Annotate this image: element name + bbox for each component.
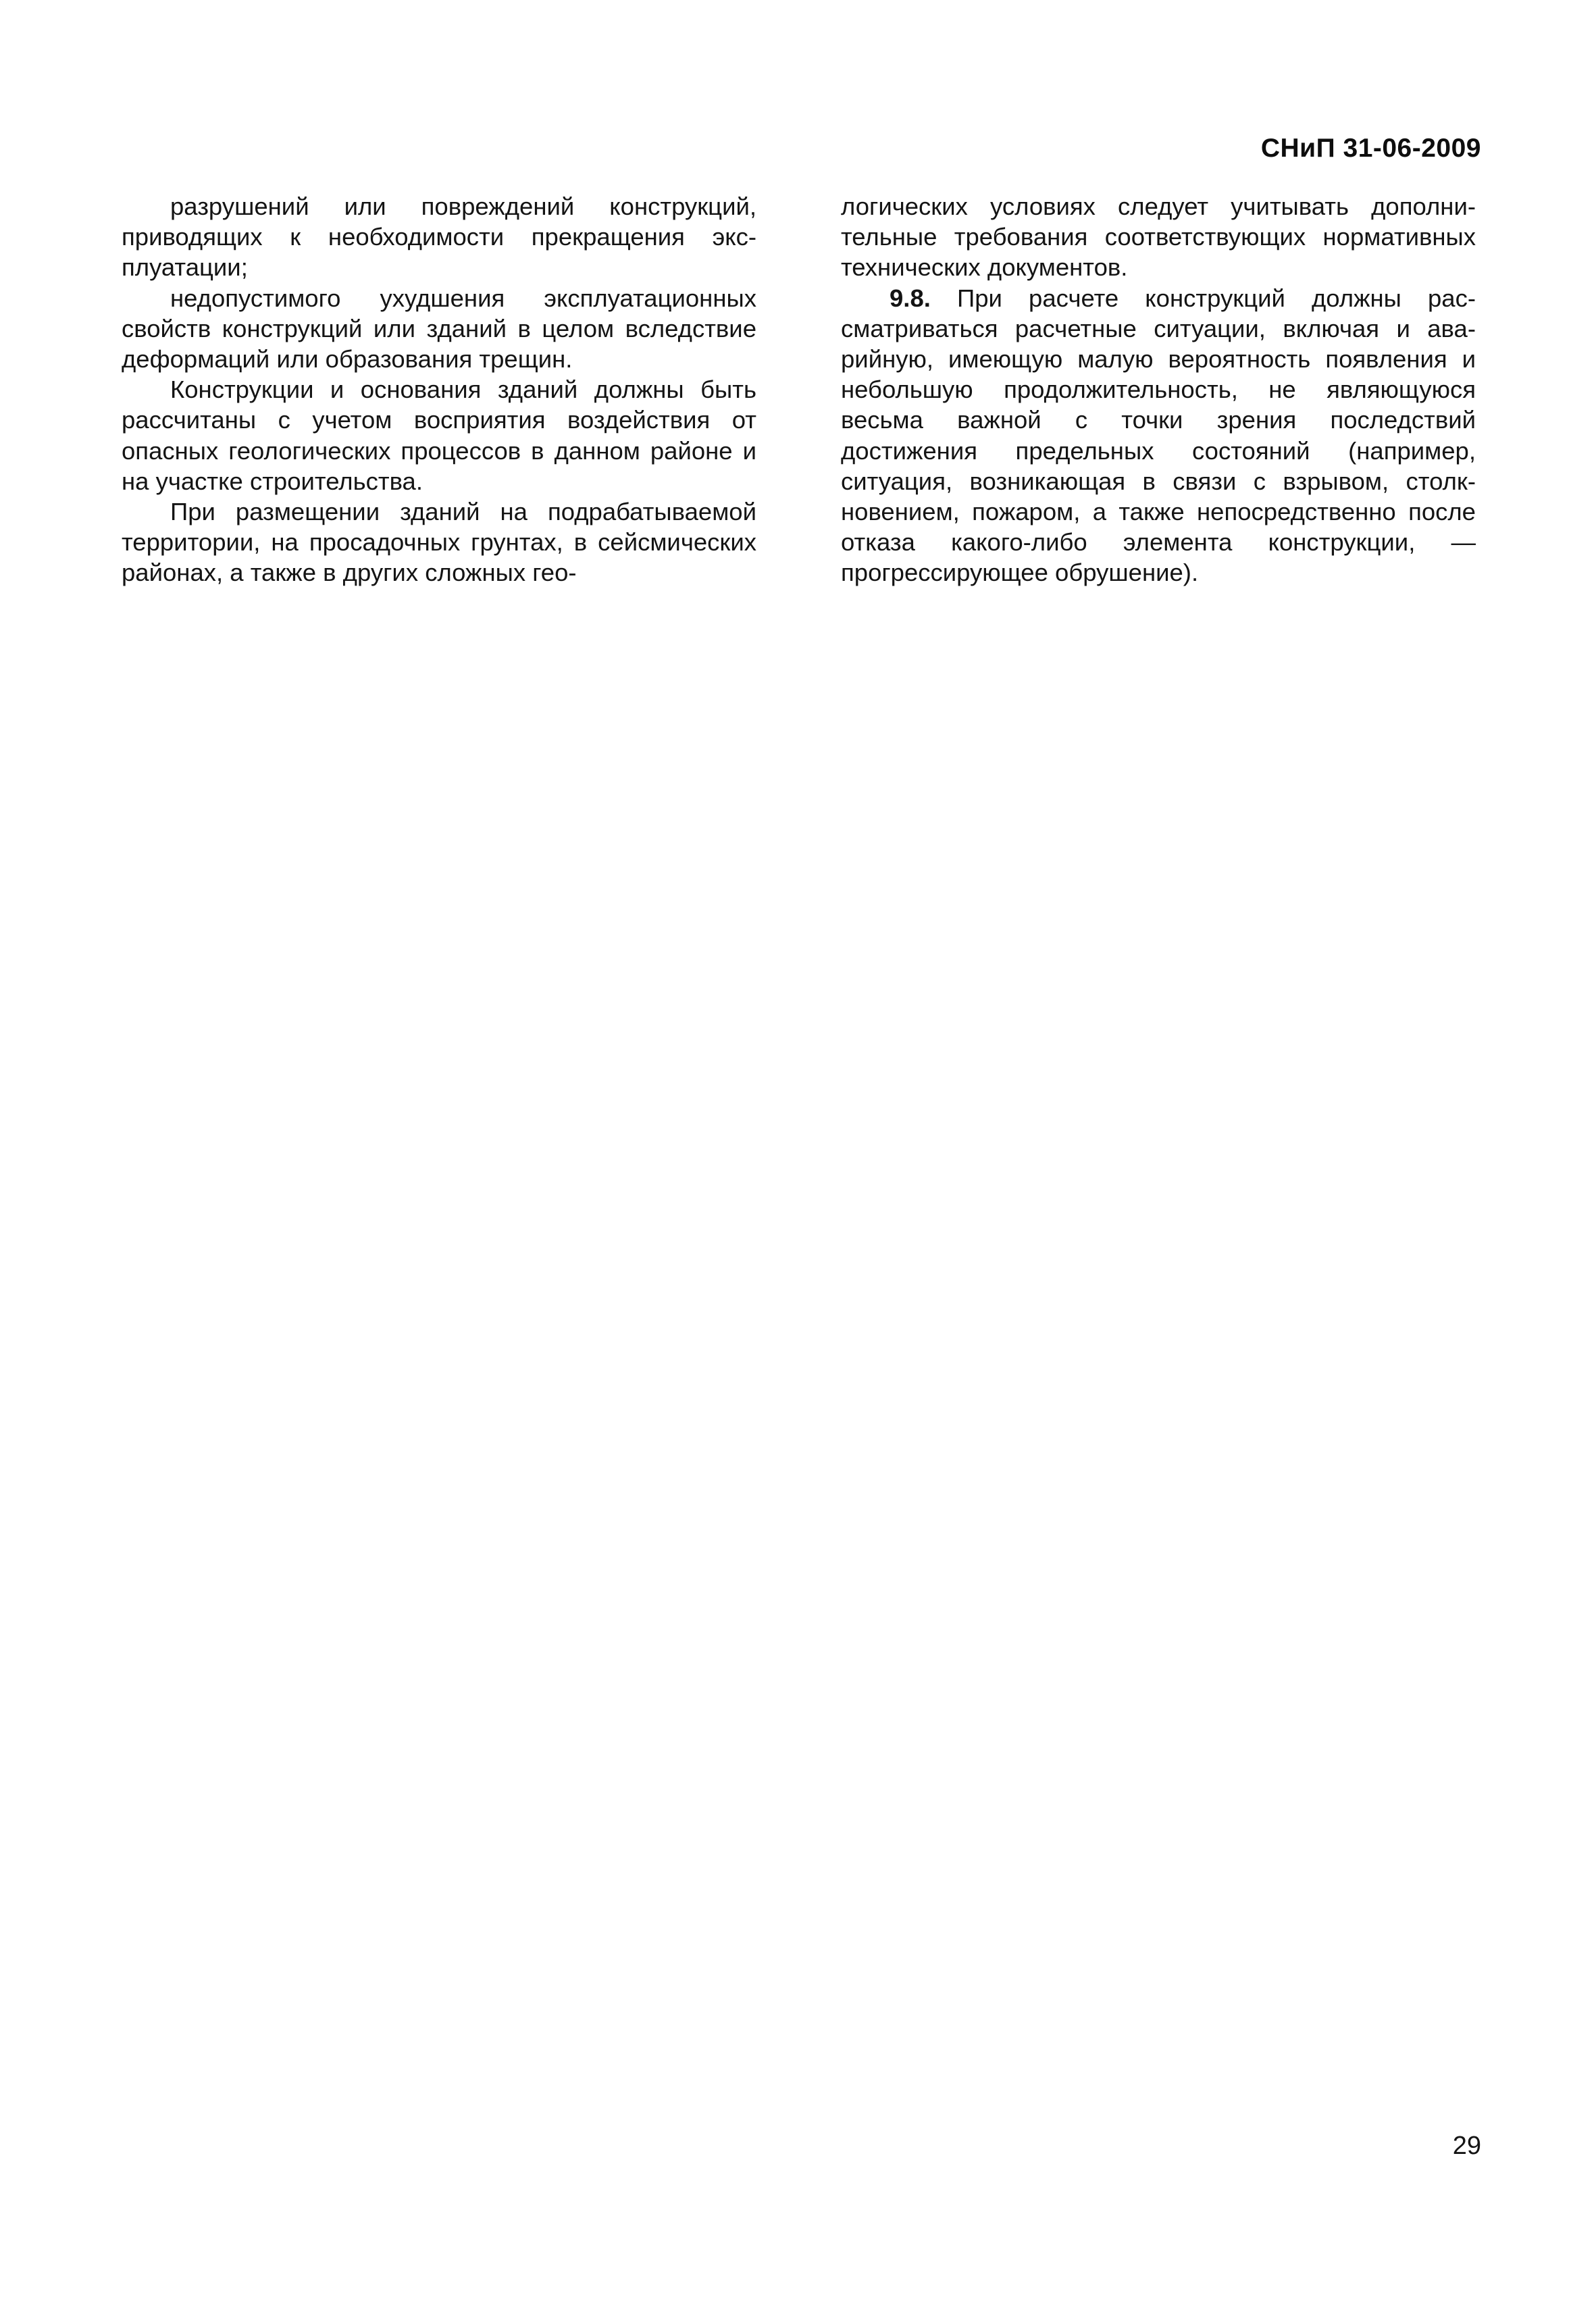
document-code: СНиП 31-06-2009 [1260,134,1481,163]
right-column [841,191,1476,588]
left-column [122,191,756,588]
paragraph: Конструкции и основания зданий должны быть рассчитаны с учетом восприятия воздействия от опасных геологических процессов в данном районе и на участке строительства. [122,376,756,495]
paragraph: При размещении зданий на подрабатываемой территории, на просадочных грунтах, в сейсмических районах, а также в других сложных гео- [122,498,756,587]
paragraph: недопустимого ухудшения эксплуатационных свойств конструкций или зданий в целом вследствие деформаций или образования трещин. [122,284,756,374]
clause-number: 9.8. [890,284,931,312]
page-number: 29 [1452,2132,1481,2160]
clause-text: При расчете конструкций должны рассматриваться расчетные ситуации, включая и аварийную, имеющую малую вероятность появления и небольшую продолжительность, не являющуюся весьма важной с точки зрения последствий достижения предельных состояний (например, ситуация, возникающая в связи с взрывом, столкновением, пожаром, а также непосредственно после отказа какого-либо элемента конструкции, — прогрессирующее обрушение). [841,284,1476,587]
paragraph: разрушений или повреждений конструкций, приводящих к необходимости прекращения эксплуатации; [122,192,756,282]
clause-9-8 [841,283,1476,588]
paragraph-continuation: логических условиях следует учитывать дополнительные требования соответствующих нормативных технических документов. [841,192,1476,282]
